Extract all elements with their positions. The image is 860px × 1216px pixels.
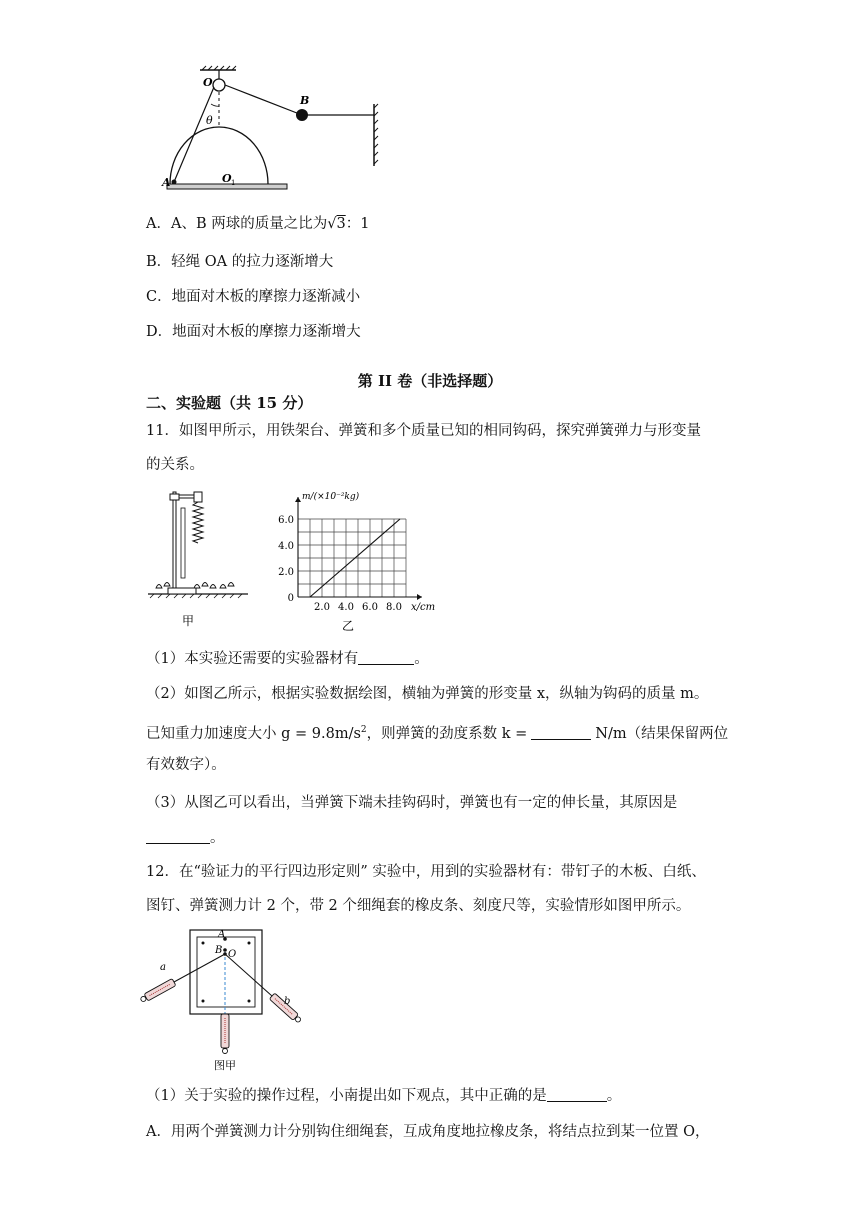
x-tick-label: 8.0 bbox=[386, 602, 402, 613]
fig12-label-a: a bbox=[160, 962, 166, 973]
y-tick-label: 0 bbox=[287, 593, 294, 604]
pulley bbox=[213, 79, 225, 91]
x-axis-label: x/cm bbox=[411, 602, 436, 613]
x-tick-label: 2.0 bbox=[314, 602, 330, 613]
label-theta: θ bbox=[206, 114, 213, 127]
q10-option-a: A．A、B 两球的质量之比为√3：1 bbox=[146, 216, 370, 232]
q12-stem-line2: 图钉、弹簧测力计 2 个，带 2 个细绳套的橡皮条、刻度尺等，实验情形如图甲所示。 bbox=[146, 898, 691, 914]
ball-b bbox=[296, 109, 308, 121]
q11-stem-line1: 11．如图甲所示，用铁架台、弹簧和多个质量已知的相同钩码，探究弹簧弹力与形变量 bbox=[146, 423, 701, 439]
q11-sub3-line2: 。 bbox=[146, 828, 225, 848]
x-axis-arrow bbox=[417, 594, 422, 600]
x-tick-label: 4.0 bbox=[338, 602, 354, 613]
fig12-label-b-upper: B bbox=[215, 945, 223, 956]
pulley-sphere-diagram bbox=[0, 0, 860, 200]
answer-blank-3[interactable] bbox=[146, 829, 210, 844]
q12-stem-line1: 12．在“验证力的平行四边形定则” 实验中，用到的实验器材有：带钉子的木板、白纸、 bbox=[146, 864, 706, 880]
q12-option-a: A．用两个弹簧测力计分别钩住细绳套，互成角度地拉橡皮条，将结点拉到某一位置 O， bbox=[146, 1124, 710, 1140]
sqrt-sign: √ bbox=[327, 216, 337, 232]
q11-stem-line2: 的关系。 bbox=[146, 457, 204, 473]
q11-sub1: （1）本实验还需要的实验器材有 。 bbox=[146, 651, 429, 667]
fig-jia-caption: 甲 bbox=[182, 614, 195, 628]
y-tick-label: 4.0 bbox=[278, 541, 294, 552]
label-o1-sub: 1 bbox=[231, 179, 236, 187]
fig12-caption: 图甲 bbox=[214, 1059, 236, 1072]
fig12-label-a-upper: A bbox=[218, 929, 226, 940]
y-axis-arrow bbox=[295, 497, 301, 502]
q10-option-b: B．轻绳 OA 的拉力逐渐增大 bbox=[146, 254, 334, 270]
y-tick-label: 6.0 bbox=[278, 515, 294, 526]
iron-stand-figure bbox=[146, 488, 256, 628]
part-title: 第 II 卷（非选择题） bbox=[357, 372, 503, 390]
sqrt-radicand: 3 bbox=[336, 216, 346, 232]
answer-blank-4[interactable] bbox=[547, 1087, 607, 1102]
label-b: B bbox=[300, 94, 310, 107]
answer-blank-2[interactable] bbox=[531, 725, 591, 740]
mass-extension-chart bbox=[262, 488, 442, 633]
q11-sub3-line1: （3）从图乙可以看出，当弹簧下端未挂钩码时，弹簧也有一定的伸长量，其原因是 bbox=[146, 795, 678, 811]
y-tick-label: 2.0 bbox=[278, 567, 294, 578]
q11-sub2-line1: （2）如图乙所示，根据实验数据绘图，横轴为弹簧的形变量 x，纵轴为钩码的质量 m。 bbox=[146, 686, 709, 702]
q10-option-d: D．地面对木板的摩擦力逐渐增大 bbox=[146, 324, 361, 340]
force-board-figure bbox=[144, 924, 314, 1074]
fig12-label-b: b bbox=[284, 996, 291, 1007]
label-o1: O bbox=[222, 172, 232, 185]
x-tick-label: 6.0 bbox=[362, 602, 378, 613]
label-a: A bbox=[162, 176, 171, 189]
q11-sub2-line3: 有效数字）。 bbox=[146, 757, 226, 773]
fig12-label-o: O bbox=[228, 949, 237, 960]
y-axis-label: m/(×10⁻²kg) bbox=[302, 492, 360, 502]
q11-sub2-line2: 已知重力加速度大小 $g = 9.8m/s^2$，则弹簧的劲度系数 k = N/m（结果保留两位 bbox=[146, 725, 729, 742]
section-heading: 二、实验题（共 15 分） bbox=[146, 394, 313, 412]
label-o: O bbox=[203, 76, 213, 89]
ball-a bbox=[172, 180, 177, 185]
fig-yi-caption: 乙 bbox=[342, 619, 355, 633]
answer-blank-1[interactable] bbox=[358, 650, 414, 665]
q12-sub1: （1）关于实验的操作过程，小南提出如下观点，其中正确的是 。 bbox=[146, 1088, 622, 1104]
q10-option-c: C．地面对木板的摩擦力逐渐减小 bbox=[146, 289, 361, 305]
